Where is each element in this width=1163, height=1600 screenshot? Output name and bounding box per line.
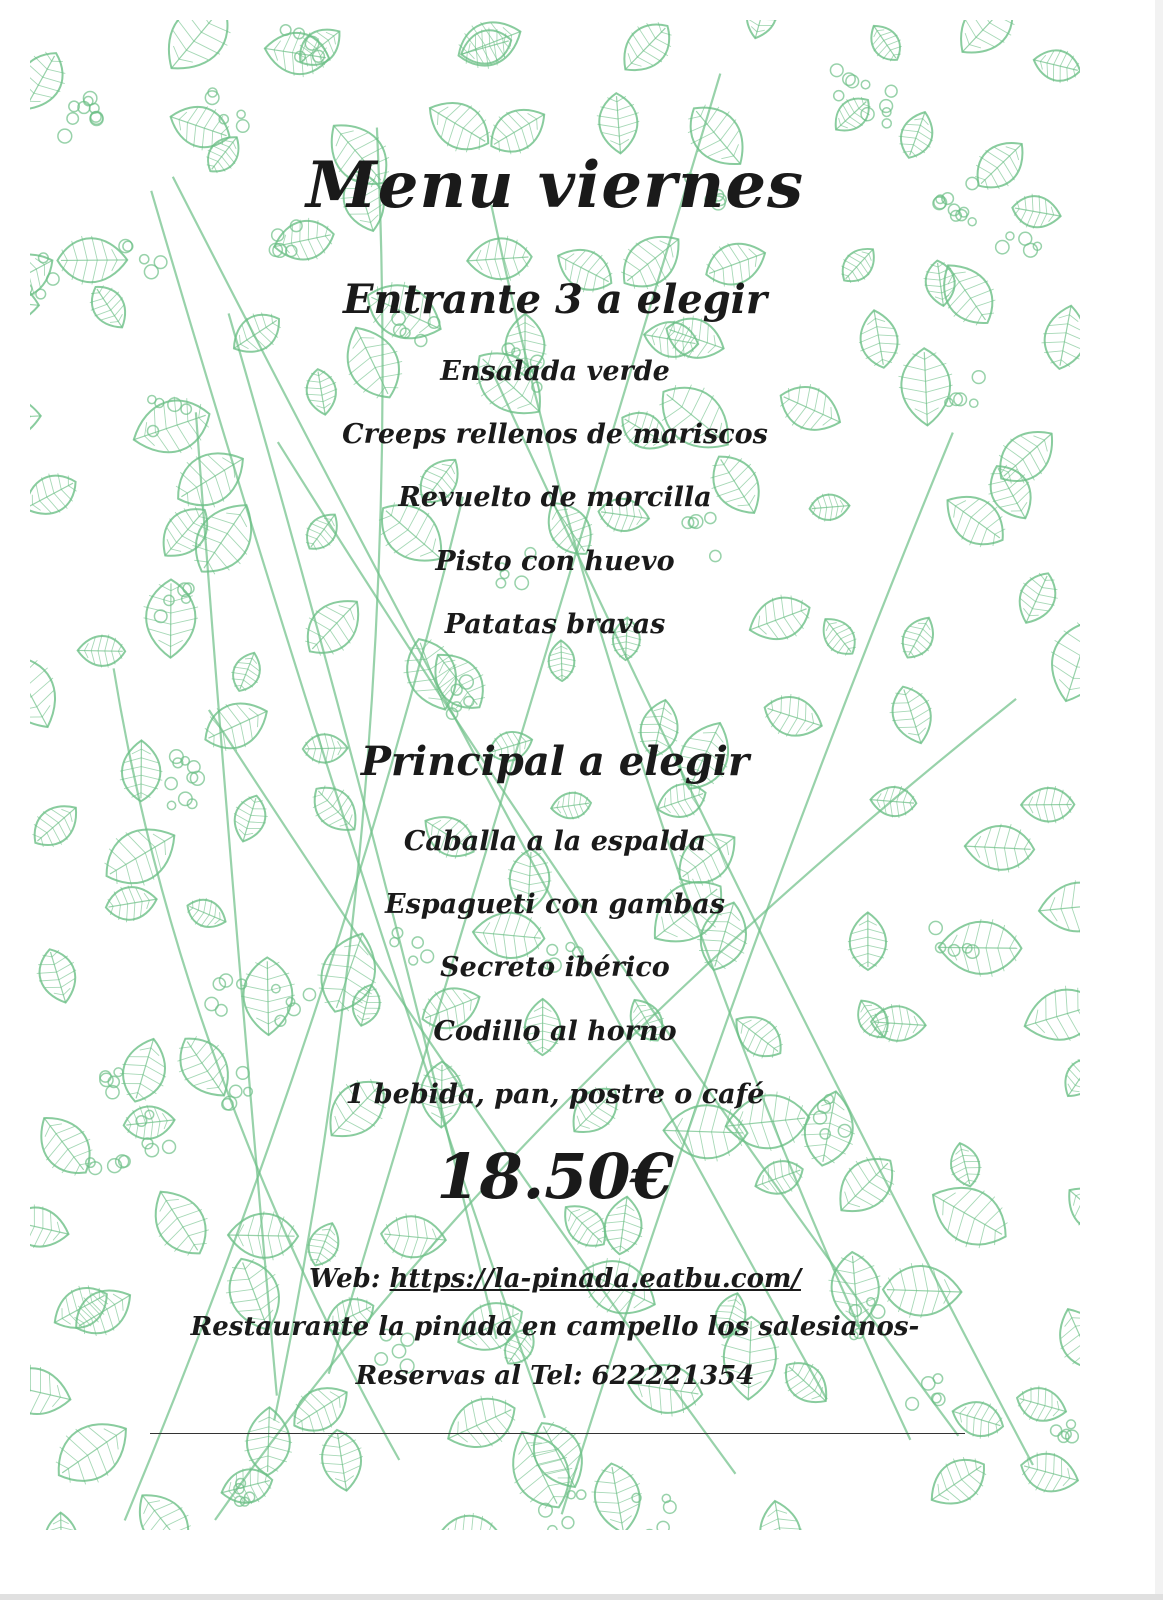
scan-edge bbox=[0, 1594, 1163, 1600]
scan-edge bbox=[1155, 0, 1163, 1600]
website-line bbox=[30, 1264, 1080, 1294]
mains-heading: Principal a elegir bbox=[360, 738, 750, 785]
address-line: Restaurante la pinada en campello los salesianos- bbox=[190, 1312, 920, 1342]
website-link[interactable]: https://la-pinada.eatbu.com/ bbox=[389, 1264, 801, 1294]
main-item: Espagueti con gambas bbox=[385, 889, 725, 920]
main-item: Caballa a la espalda bbox=[403, 826, 707, 857]
menu-sheet bbox=[30, 20, 1080, 1530]
website-label: Web: bbox=[309, 1264, 390, 1294]
main-item: Codillo al horno bbox=[433, 1016, 677, 1047]
starter-item: Patatas bravas bbox=[444, 609, 666, 640]
main-item: Secreto ibérico bbox=[440, 952, 670, 983]
starter-item: Ensalada verde bbox=[440, 356, 670, 387]
menu-price: 18.50€ bbox=[436, 1140, 674, 1213]
starters-heading: Entrante 3 a elegir bbox=[343, 276, 767, 323]
includes-line: 1 bebida, pan, postre o café bbox=[345, 1079, 765, 1110]
starter-item: Revuelto de morcilla bbox=[398, 482, 712, 513]
menu-title: Menu viernes bbox=[305, 148, 805, 223]
menu-content bbox=[30, 20, 1080, 1530]
reservations-line: Reservas al Tel: 622221354 bbox=[355, 1361, 755, 1391]
starter-item: Creeps rellenos de mariscos bbox=[342, 419, 768, 450]
starter-item: Pisto con huevo bbox=[435, 546, 675, 577]
signature-line bbox=[150, 1433, 965, 1434]
